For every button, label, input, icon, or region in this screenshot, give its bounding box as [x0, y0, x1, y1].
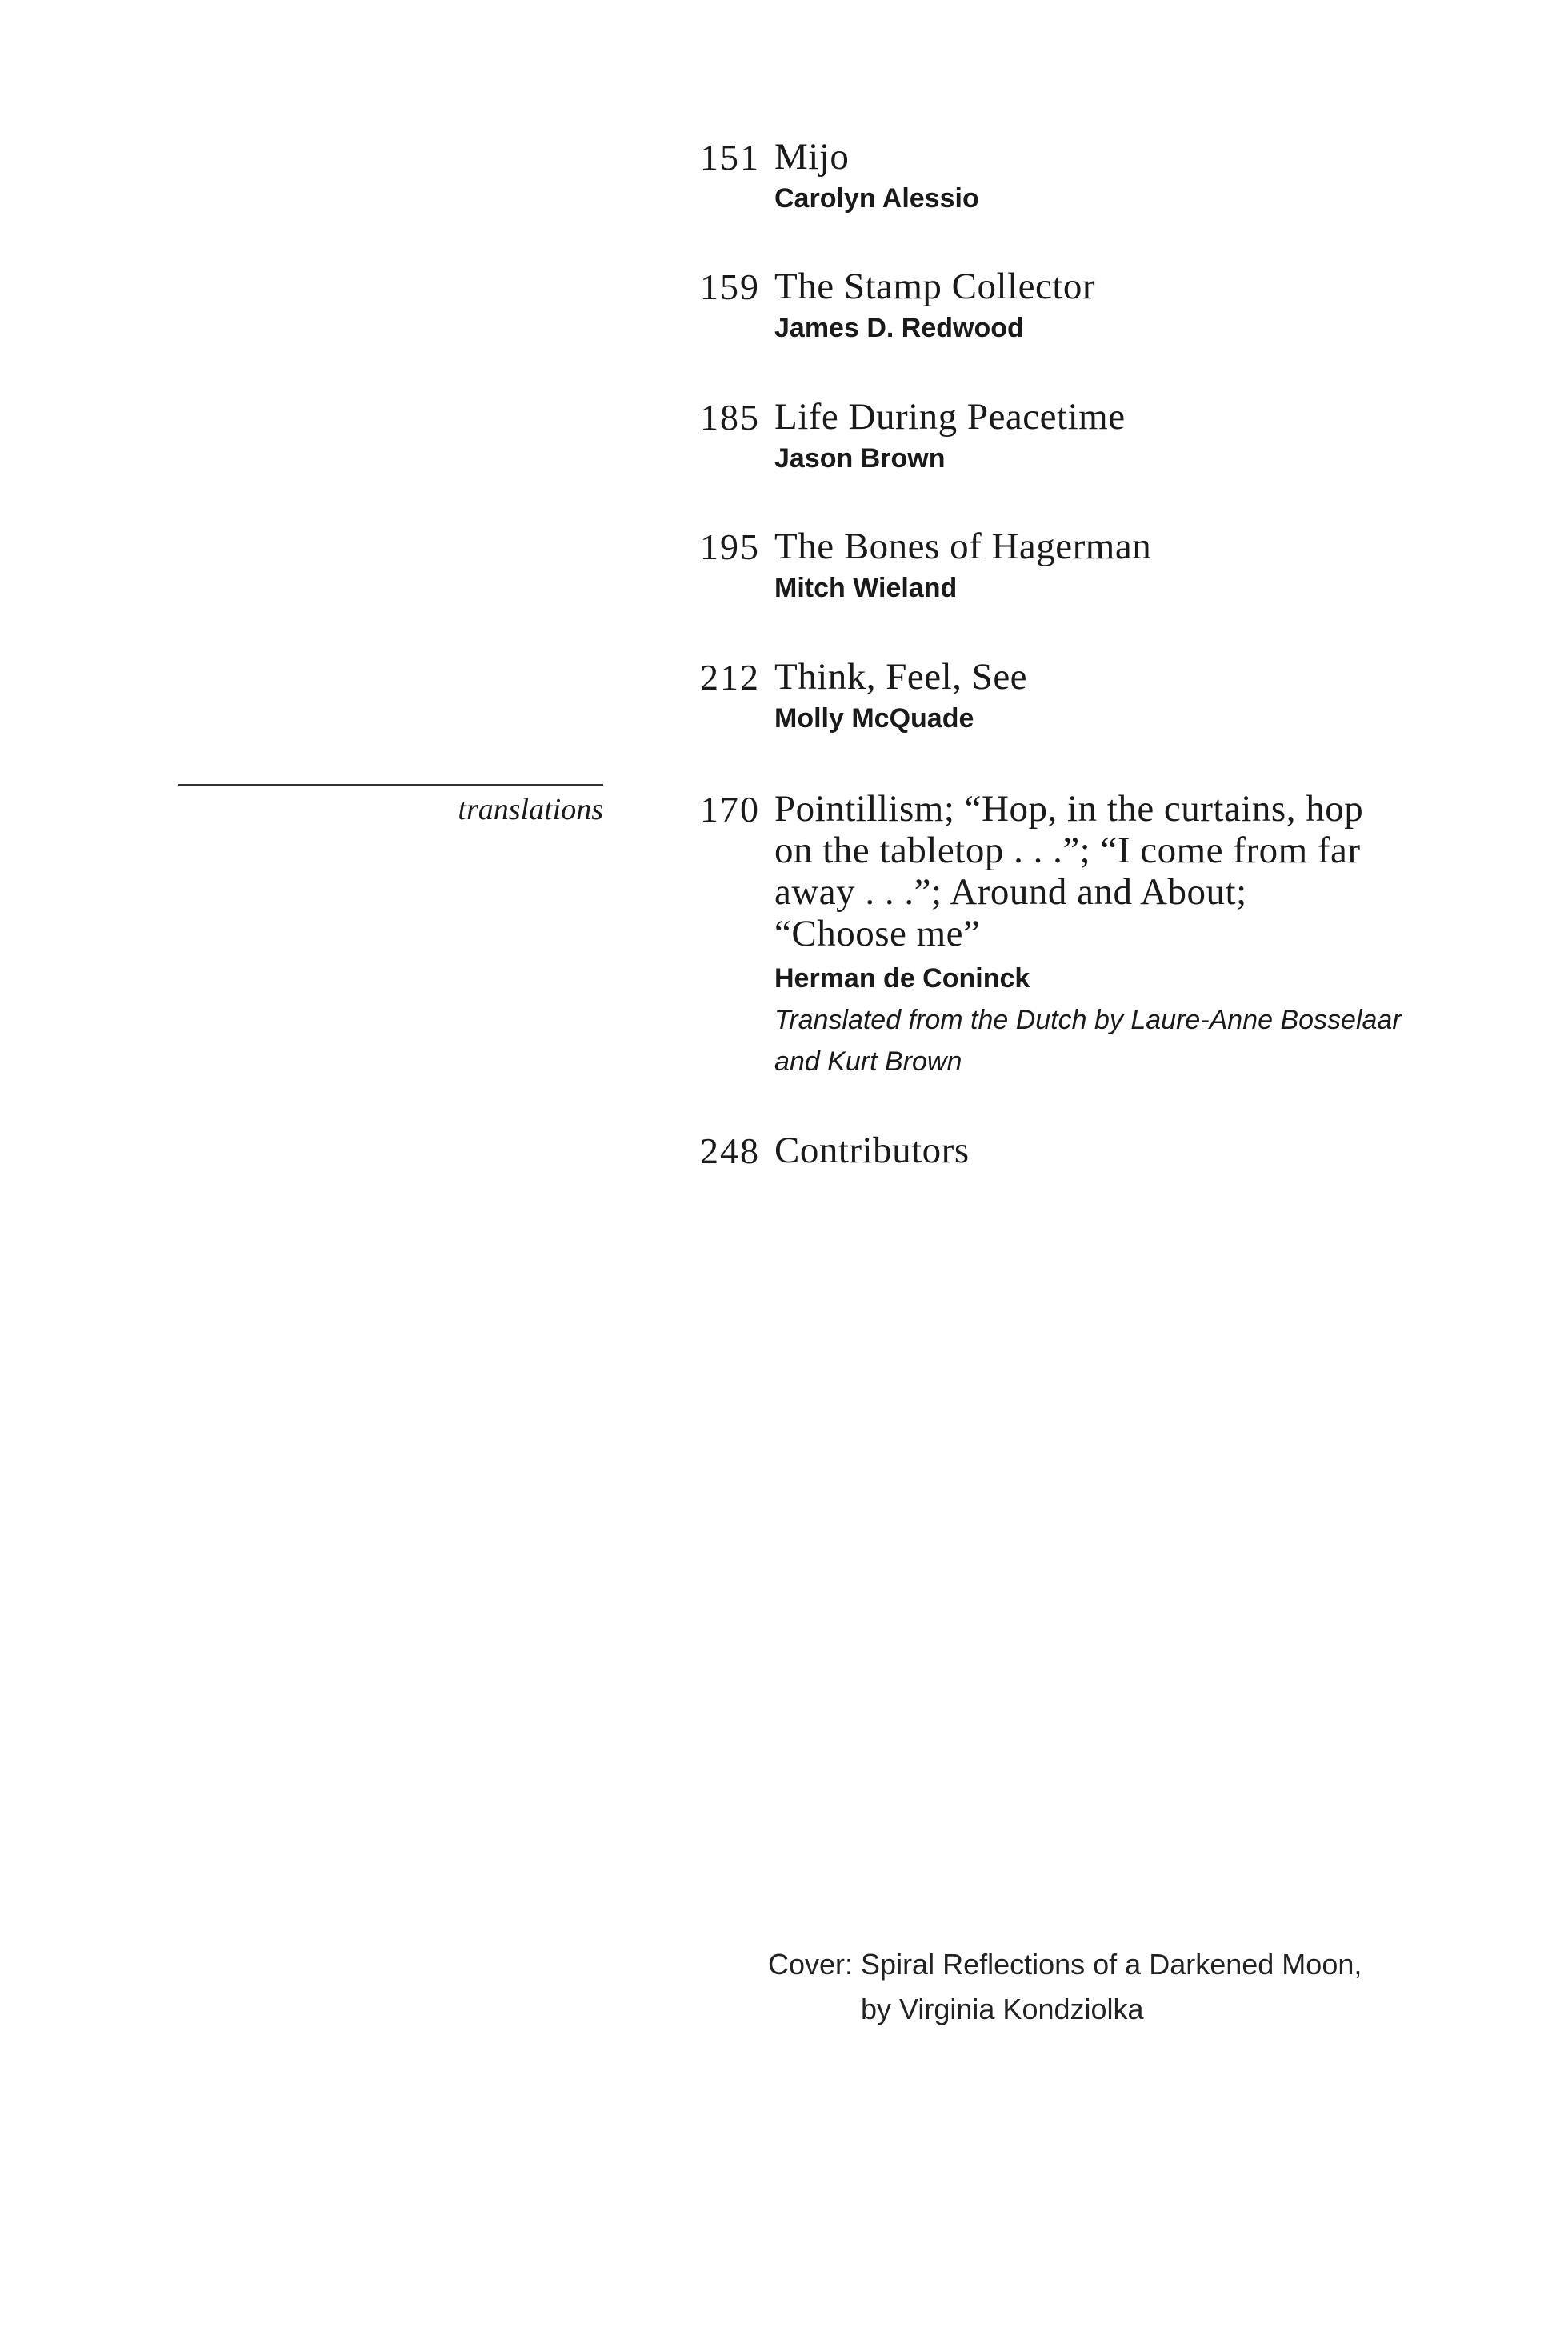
entry-title: The Bones of Hagerman	[774, 526, 1152, 567]
entry-content	[774, 526, 1478, 604]
section-divider	[178, 784, 603, 786]
entry-content	[774, 396, 1478, 474]
page-number: 195	[700, 526, 760, 567]
entry-content	[774, 266, 1478, 344]
entry-title: Contributors	[774, 1130, 970, 1171]
entry-author: James D. Redwood	[774, 313, 1024, 343]
translator-credit	[774, 999, 1478, 1082]
entry-title: The Stamp Collector	[774, 266, 1096, 307]
entry-author: Molly McQuade	[774, 703, 974, 734]
entry-title-line: away . . .”; Around and About;	[774, 871, 1247, 913]
entry-author: Herman de Coninck	[774, 963, 1030, 994]
page-number: 248	[700, 1130, 760, 1171]
cover-credit	[768, 1942, 1362, 2032]
entry-author: Carolyn Alessio	[774, 183, 979, 214]
entry-title-line: Pointillism; “Hop, in the curtains, hop	[774, 788, 1364, 830]
page-number: 151	[700, 137, 760, 178]
cover-credit-artist: by Virginia Kondziolka	[861, 1993, 1144, 2025]
entry-title: Think, Feel, See	[774, 656, 1028, 698]
section-label-translations: translations	[458, 793, 603, 826]
cover-credit-line: Cover: Spiral Reflections of a Darkened Moon,	[768, 1948, 1362, 1981]
entry-title-line: on the tabletop . . .”; “I come from far	[774, 830, 1361, 871]
entry-content	[774, 136, 1478, 214]
entry-title-line: “Choose me”	[774, 913, 981, 954]
entry-content	[774, 788, 1478, 1082]
entry-author: Mitch Wieland	[774, 573, 958, 603]
entry-content	[774, 656, 1478, 734]
page-number: 212	[700, 657, 760, 698]
entry-content	[774, 1130, 1478, 1171]
entry-title: Mijo	[774, 136, 850, 178]
page-number: 185	[700, 397, 760, 438]
page-number: 159	[700, 266, 760, 307]
translator-line: Translated from the Dutch by Laure-Anne Bosselaar	[774, 1005, 1402, 1035]
page-number: 170	[700, 789, 760, 830]
translator-line: and Kurt Brown	[774, 1046, 962, 1077]
entry-title: Life During Peacetime	[774, 396, 1126, 438]
entry-author: Jason Brown	[774, 443, 946, 474]
